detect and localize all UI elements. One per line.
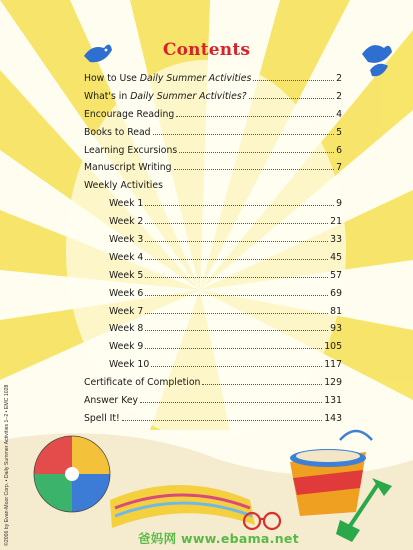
copyright-credit-line: ©2006 by Evan-Moor Corp. • Daily Summer Activities 1–2 • EMC 1028 [4, 384, 10, 546]
toc-entry-label [84, 145, 177, 156]
toc-entry [84, 252, 342, 270]
dot-leader [140, 402, 322, 403]
toc-entry [84, 216, 342, 234]
toc-page-number: 57 [330, 269, 342, 281]
toc-entry-italic-text: Daily Summer Activities [139, 73, 252, 84]
toc-entry-text: Week 8 [109, 323, 144, 335]
toc-entry [84, 180, 342, 198]
toc-entry [84, 413, 342, 431]
dot-leader [145, 259, 328, 260]
toc-entry [84, 145, 342, 163]
toc-entry-label [84, 413, 120, 424]
toc-entry [84, 109, 342, 127]
toc-entry-label [109, 198, 143, 209]
toc-page-number: 117 [324, 359, 342, 371]
toc-entry-label [109, 288, 143, 299]
toc-entry-text: Weekly Activities [84, 180, 163, 192]
toc-entry-label [109, 234, 143, 245]
dot-leader [153, 134, 334, 135]
toc-entry-text: Week 4 [109, 251, 144, 263]
toc-entry [84, 395, 342, 413]
toc-entry-label [84, 127, 151, 138]
table-of-contents [84, 73, 342, 431]
toc-page-number: 33 [330, 234, 342, 246]
dot-leader [145, 330, 328, 331]
toc-entry-label [84, 91, 247, 102]
toc-entry [84, 306, 342, 324]
toc-entry-label [84, 395, 138, 406]
dot-leader [151, 366, 322, 367]
toc-entry-label [84, 73, 251, 84]
toc-entry-label [109, 216, 143, 227]
toc-entry-text: Week 5 [109, 269, 144, 281]
toc-entry [84, 91, 342, 109]
toc-entry [84, 377, 342, 395]
beach-ball-icon [34, 436, 110, 512]
dot-leader [145, 223, 328, 224]
toc-entry [84, 359, 342, 377]
toc-entry [84, 73, 342, 91]
toc-entry-label [84, 162, 172, 173]
dot-leader [253, 80, 334, 81]
toc-entry-label [84, 109, 174, 120]
toc-page-number: 6 [336, 144, 342, 156]
dot-leader [145, 241, 328, 242]
dot-leader [145, 205, 334, 206]
toc-entry-text: Week 3 [109, 234, 144, 246]
toc-entry-text: Books to Read [84, 126, 151, 138]
toc-entry-text: Manuscript Writing [84, 162, 172, 174]
toc-entry-label [84, 180, 163, 191]
toc-entry-text: How to Use [84, 73, 140, 84]
toc-entry [84, 270, 342, 288]
toc-entry [84, 127, 342, 145]
toc-entry-text: Encourage Reading [84, 108, 175, 120]
dot-leader [176, 116, 334, 117]
toc-entry-label [109, 359, 149, 370]
toc-entry-label [109, 270, 143, 281]
dot-leader [145, 313, 328, 314]
toc-page-number: 2 [336, 90, 342, 102]
toc-page-number: 81 [330, 305, 342, 317]
toc-page-number: 4 [336, 108, 342, 120]
toc-entry-text: Week 7 [109, 305, 144, 317]
toc-page-number: 2 [336, 73, 342, 84]
toc-entry [84, 198, 342, 216]
dot-leader [249, 98, 334, 99]
dot-leader [122, 420, 322, 421]
site-watermark: 爸妈网 www.ebama.net [138, 531, 299, 546]
toc-page-number: 21 [330, 216, 342, 228]
toc-page-number: 7 [336, 162, 342, 174]
toc-entry-label [84, 377, 200, 388]
toc-entry-text: Answer Key [84, 395, 139, 407]
toc-page-number: 69 [330, 287, 342, 299]
dot-leader [145, 295, 328, 296]
dot-leader [145, 348, 322, 349]
toc-entry-text: Week 9 [109, 341, 144, 353]
toc-entry-text: Certificate of Completion [84, 377, 201, 389]
toc-entry [84, 288, 342, 306]
toc-entry-label [109, 252, 143, 263]
toc-entry [84, 162, 342, 180]
toc-entry-label [109, 323, 143, 334]
toc-page-number: 105 [324, 341, 342, 353]
dot-leader [174, 169, 335, 170]
toc-page-number: 5 [336, 126, 342, 138]
toc-entry [84, 234, 342, 252]
toc-entry-text: Week 6 [109, 287, 144, 299]
dot-leader [145, 277, 328, 278]
toc-entry [84, 341, 342, 359]
toc-page-number: 45 [330, 251, 342, 263]
toc-page-number: 131 [324, 395, 342, 407]
toc-page-number: 143 [324, 412, 342, 424]
toc-page-number: 9 [336, 198, 342, 210]
toc-entry-label [109, 306, 143, 317]
toc-page-number: 129 [324, 377, 342, 389]
dot-leader [179, 152, 334, 153]
page-title: Contents [162, 40, 251, 60]
dot-leader [202, 384, 322, 385]
toc-entry [84, 323, 342, 341]
toc-page-number: 93 [330, 323, 342, 335]
toc-entry-label [109, 341, 143, 352]
toc-entry-text: Week 10 [109, 359, 150, 371]
toc-entry-text: Week 2 [109, 216, 144, 228]
toc-entry-text: Week 1 [109, 198, 144, 210]
toc-entry-text: What's in [84, 90, 131, 102]
toc-entry-text: Spell It! [84, 412, 120, 424]
toc-entry-italic-text: Daily Summer Activities? [130, 90, 247, 102]
toc-entry-text: Learning Excursions [84, 144, 178, 156]
